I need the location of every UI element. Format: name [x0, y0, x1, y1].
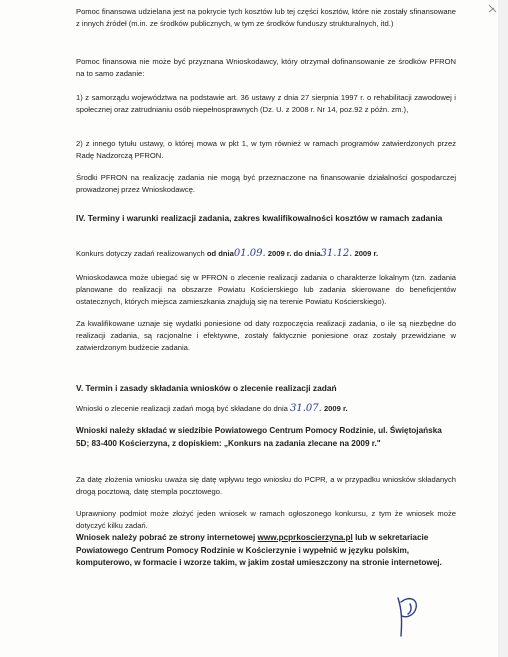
paragraph-submission-date: Za datę złożenia wniosku uważa się datę wpływu tego wniosku do PCPR, a w przypadku wniosków składanych drogą pocztową, datę stempla pocztowego.	[76, 475, 456, 496]
scan-edge	[498, 0, 508, 657]
paragraph-point-1: 1) z samorządu województwa na podstawie art. 36 ustawy z dnia 27 sierpnia 1997 r. o rehabilitacji zawodowej i społecznej oraz zatrudnianiu osób niepełnosprawnych (Dz. U. z 2008 r. Nr 14, poz.92 z późn. zm.),	[76, 93, 456, 114]
paragraph-funding-scope: Pomoc finansowa udzielana jest na pokrycie tych kosztów lub tej części kosztów, które nie zostały sfinansowane z innych źródeł (m.in. ze środków publicznych, w tym ze środków funduszy strukturalnych, itd.)	[76, 7, 456, 28]
paragraph-eligible-costs: Za kwalifikowane uznaje się wydatki poniesione od daty rozpoczęcia realizacji zadania, o ile są niezbędne do realizacji zadania, są racjonalne i efektywne, zostały faktycznie poniesione oraz zostały przewidziane w zatwierdzonym budżecie zadania.	[76, 319, 456, 352]
corner-mark	[488, 4, 498, 14]
handwritten-initials-signature	[388, 590, 428, 640]
handwritten-deadline: 31.07.	[290, 403, 322, 414]
section-heading-iv: IV. Terminy i warunki realizacji zadania, zakres kwalifikowalności kosztów w ramach zadania	[76, 213, 443, 223]
download-part-2: lub w sekretariacie Powiatowego Centrum Pomocy Rodzinie w Kościerzynie i wypełnić w języku polskim, komputerowo, w formacie i wzorze takim, w jakim został umieszczony na stronie internetowej.	[76, 533, 442, 567]
contest-prefix: Konkurs dotyczy zadań realizowanych	[76, 249, 207, 258]
paragraph-point-2: 2) z innego tytułu ustawy, o której mowa w pkt 1, w tym również w ramach programów zatwierdzonych przez Radę Nadzorczą PFRON.	[76, 139, 456, 160]
website-link[interactable]: www.pcprkoscierzyna.pl	[257, 533, 353, 542]
contest-year-1: 2009 r. do dnia	[265, 249, 321, 258]
paragraph-local-task: Wnioskodawca może ubiegać się w PFRON o zlecenie realizacji zadania o charakterze lokalnym (tzn. zadania planowane do realizacji na obszarze Powiatu Kościerskiego lub zadania skierowane do beneficjentów ostatecznych, których miejsca zamieszkania znajdują się na terenie Powiatu Kościerskiego).	[76, 273, 456, 306]
deadline-year: 2009 r.	[321, 404, 348, 413]
paragraph-one-application: Uprawniony podmiot może złożyć jeden wniosek w ramach ogłoszonego konkursu, z tym że wniosek może dotyczyć kilku zadań.	[76, 509, 456, 530]
deadline-prefix: Wnioski o zlecenie realizacji zadań mogą być składane do dnia	[76, 404, 291, 413]
paragraph-contest-dates	[76, 248, 456, 260]
contest-od: od dnia	[206, 249, 234, 258]
paragraph-pfron-funds: Środki PFRON na realizację zadania nie mogą być przeznaczone na finansowanie działalności gospodarczej prowadzonej przez Wnioskodawcę.	[76, 173, 456, 194]
contest-year-2: 2009 r.	[352, 249, 379, 258]
handwritten-date-from: 01.09.	[233, 248, 266, 259]
paragraph-download	[76, 532, 456, 570]
handwritten-date-to: 31.12.	[320, 248, 353, 259]
paragraph-deadline	[76, 403, 456, 415]
download-part-1: Wniosek należy pobrać ze strony internetowej	[76, 533, 258, 542]
paragraph-submission-place: Wnioski należy składać w siedzibie Powiatowego Centrum Pomocy Rodzinie, ul. Świętojańska 5D; 83-400 Kościerzyna, z dopiskiem: „Konkurs na zadania zlecane na 2009 r."	[76, 426, 442, 448]
section-heading-v: V. Termin i zasady składania wniosków o zlecenie realizacji zadań	[76, 383, 337, 393]
paragraph-funding-restriction: Pomoc finansowa nie może być przyznana Wnioskodawcy, który otrzymał dofinansowanie ze środków PFRON na to samo zadanie:	[76, 57, 456, 78]
